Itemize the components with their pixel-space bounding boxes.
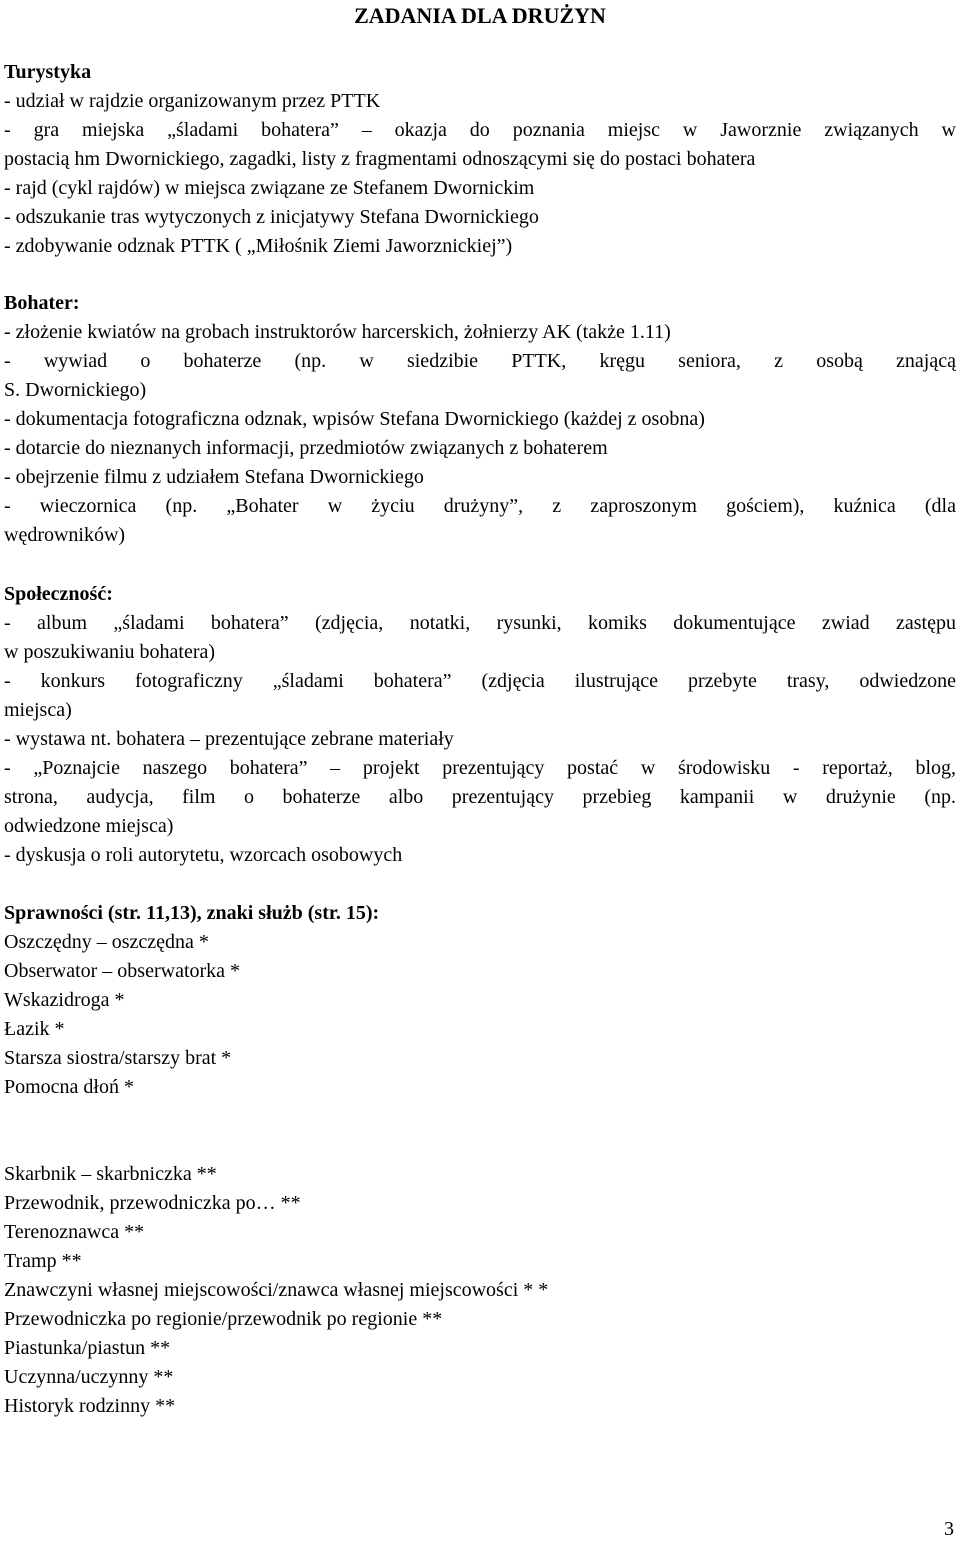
- list-item: - konkurs fotograficzny „śladami bohatera” (zdjęcia ilustrujące przebyte trasy, odwiedzone: [4, 670, 956, 692]
- badge-item: Uczynna/uczynny **: [4, 1366, 174, 1388]
- section-sprawnosci: [4, 899, 956, 1102]
- badge-item: Starsza siostra/starszy brat *: [4, 1047, 232, 1069]
- badge-item: Przewodnik, przewodniczka po… **: [4, 1192, 301, 1214]
- badge-item: Znawczyni własnej miejscowości/znawca własnej miejscowości * *: [4, 1279, 549, 1301]
- badge-item: Terenoznawca **: [4, 1221, 145, 1243]
- list-item: - gra miejska „śladami bohatera” – okazja do poznania miejsc w Jaworznie związanych w: [4, 119, 956, 141]
- list-item: - obejrzenie filmu z udziałem Stefana Dwornickiego: [4, 466, 424, 488]
- list-item: - rajd (cykl rajdów) w miejsca związane ze Stefanem Dwornickim: [4, 177, 535, 199]
- section-bohater: [4, 289, 956, 550]
- list-item: - dokumentacja fotograficzna odznak, wpisów Stefana Dwornickiego (każdej z osobna): [4, 408, 705, 430]
- badge-item: Obserwator – obserwatorka *: [4, 960, 241, 982]
- list-item: - wywiad o bohaterze (np. w siedzibie PTTK, kręgu seniora, z osobą znającą: [4, 350, 956, 372]
- list-item: wędrowników): [4, 524, 126, 546]
- list-item: - zdobywanie odznak PTTK ( „Miłośnik Ziemi Jaworznickiej”): [4, 235, 513, 257]
- badge-item: Wskazidroga *: [4, 989, 125, 1011]
- section-turystyka: [4, 58, 956, 261]
- section-heading: Turystyka: [4, 61, 92, 83]
- badge-item: Przewodniczka po regionie/przewodnik po regionie **: [4, 1308, 443, 1330]
- list-item: w poszukiwaniu bohatera): [4, 641, 216, 663]
- list-item: - złożenie kwiatów na grobach instruktorów harcerskich, żołnierzy AK (także 1.11): [4, 321, 671, 343]
- badge-item: Piastunka/piastun **: [4, 1337, 171, 1359]
- section-heading: Bohater:: [4, 292, 80, 314]
- list-item: miejsca): [4, 699, 72, 721]
- section-sprawnosci-advanced: [4, 1160, 956, 1421]
- list-item: - wieczornica (np. „Bohater w życiu drużyny”, z zaproszonym gościem), kuźnica (dla: [4, 495, 956, 517]
- section-heading: Sprawności (str. 11,13), znaki służb (str. 15):: [4, 902, 380, 924]
- list-item: postacią hm Dwornickiego, zagadki, listy z fragmentami odnoszącymi się do postaci bohatera: [4, 148, 756, 170]
- list-item: - dyskusja o roli autorytetu, wzorcach osobowych: [4, 844, 403, 866]
- list-item: - album „śladami bohatera” (zdjęcia, notatki, rysunki, komiks dokumentujące zwiad zastępu: [4, 612, 956, 634]
- section-spolecznosc: [4, 580, 956, 870]
- badge-item: Tramp **: [4, 1250, 82, 1272]
- list-item: - wystawa nt. bohatera – prezentujące zebrane materiały: [4, 728, 454, 750]
- list-item: - odszukanie tras wytyczonych z inicjatywy Stefana Dwornickiego: [4, 206, 539, 228]
- badge-item: Łazik *: [4, 1018, 65, 1040]
- list-item: - dotarcie do nieznanych informacji, przedmiotów związanych z bohaterem: [4, 437, 608, 459]
- document-title: ZADANIA DLA DRUŻYN: [354, 3, 606, 28]
- list-item: - udział w rajdzie organizowanym przez PTTK: [4, 90, 381, 112]
- list-item: strona, audycja, film o bohaterze albo prezentujący przebieg kampanii w drużynie (np.: [4, 786, 956, 808]
- page-number: 3: [944, 1518, 954, 1540]
- badge-item: Skarbnik – skarbniczka **: [4, 1163, 217, 1185]
- section-heading: Społeczność:: [4, 583, 113, 605]
- badge-item: Historyk rodzinny **: [4, 1395, 176, 1417]
- list-item: S. Dwornickiego): [4, 379, 147, 401]
- badge-item: Oszczędny – oszczędna *: [4, 931, 209, 953]
- badge-item: Pomocna dłoń *: [4, 1076, 134, 1098]
- list-item: odwiedzone miejsca): [4, 815, 174, 837]
- list-item: - „Poznajcie naszego bohatera” – projekt prezentujący postać w środowisku - reportaż, blog,: [4, 757, 956, 779]
